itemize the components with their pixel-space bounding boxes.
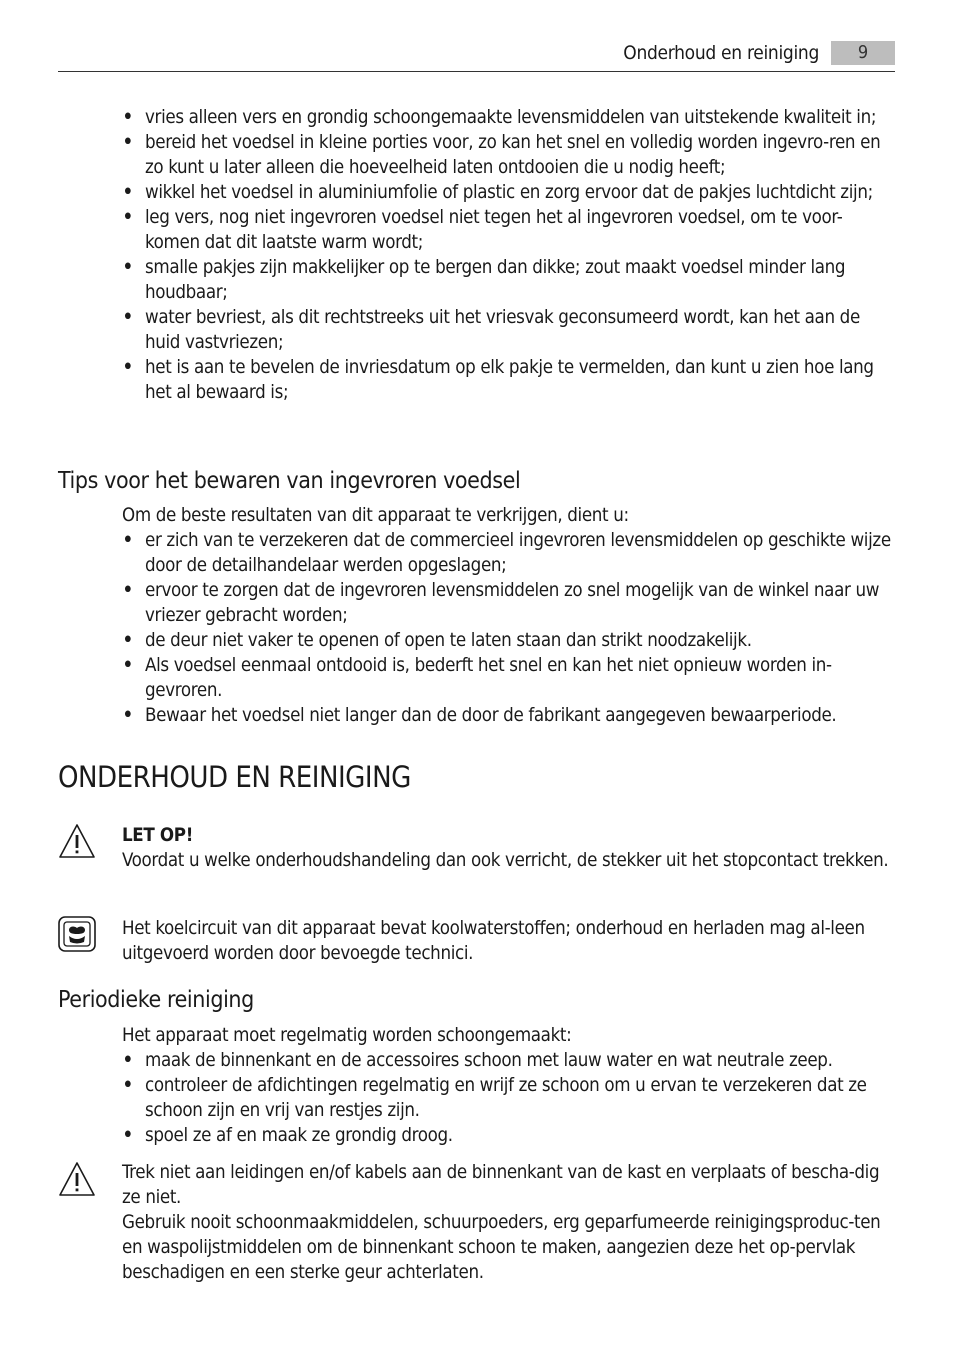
warning-block <box>122 823 897 873</box>
list-item: • Bewaar het voedsel niet langer dan de door de fabrikant aangegeven bewaarperiode. <box>122 703 897 728</box>
page-header <box>58 40 895 72</box>
periodic-heading: Periodieke reiniging <box>58 987 254 1013</box>
list-item: • ervoor te zorgen dat de ingevroren levensmiddelen zo snel mogelijk van de winkel naar uw vriezer gebracht worden; <box>122 578 897 628</box>
environment-text: Het koelcircuit van dit apparaat bevat koolwaterstoffen; onderhoud en herladen mag al-leen uitgevoerd worden door bevoegde technici. <box>122 918 865 964</box>
list-item: • de deur niet vaker te openen of open te laten staan dan strikt noodzakelijk. <box>122 628 897 653</box>
tips-section <box>122 503 897 728</box>
warning-text: Voordat u welke onderhoudshandeling dan ook verricht, de stekker uit het stopcontact trekken. <box>122 850 889 871</box>
list-item: • het is aan te bevelen de invriesdatum op elk pakje te vermelden, dan kunt u zien hoe lang het al bewaard is; <box>122 355 897 405</box>
list-item: • leg vers, nog niet ingevroren voedsel niet tegen het al ingevroren voedsel, om te voor-komen dat dit laatste warm wordt; <box>122 205 897 255</box>
warning-label: LET OP! <box>122 825 193 846</box>
list-item: • bereid het voedsel in kleine porties voor, zo kan het snel en volledig worden ingevro-ren en zo kunt u later alleen die hoeveelheid laten ontdooien die u nodig heeft; <box>122 130 897 180</box>
header-title: Onderhoud en reiniging <box>623 42 819 64</box>
warning-block-2 <box>122 1160 897 1285</box>
list-item: • spoel ze af en maak ze grondig droog. <box>122 1123 897 1148</box>
warning-text: Trek niet aan leidingen en/of kabels aan de binnenkant van de kast en verplaats of bescha-dig ze niet. <box>122 1162 880 1208</box>
tips-heading: Tips voor het bewaren van ingevroren voedsel <box>58 468 521 494</box>
tips-intro: Om de beste resultaten van dit apparaat te verkrijgen, dient u: <box>122 505 629 526</box>
environment-icon <box>58 916 96 952</box>
warning-icon <box>58 1161 96 1197</box>
list-item: • wikkel het voedsel in aluminiumfolie of plastic en zorg ervoor dat de pakjes luchtdicht zijn; <box>122 180 897 205</box>
periodic-section <box>122 1023 897 1148</box>
list-item: • maak de binnenkant en de accessoires schoon met lauw water en wat neutrale zeep. <box>122 1048 897 1073</box>
list-item: • Als voedsel eenmaal ontdooid is, bederft het snel en kan het niet opnieuw worden in-gevroren. <box>122 653 897 703</box>
section-title: ONDERHOUD EN REINIGING <box>58 760 411 794</box>
list-item: • er zich van te verzekeren dat de commercieel ingevroren levensmiddelen op geschikte wijze door de detailhandelaar werden opgeslagen; <box>122 528 897 578</box>
list-item: • water bevriest, als dit rechtstreeks uit het vriesvak geconsumeerd wordt, kan het aan de huid vastvriezen; <box>122 305 897 355</box>
list-item: • smalle pakjes zijn makkelijker op te bergen dan dikke; zout maakt voedsel minder lang houdbaar; <box>122 255 897 305</box>
environment-block <box>122 916 897 966</box>
warning-text: Gebruik nooit schoonmaakmiddelen, schuurpoeders, erg geparfumeerde reinigingsproduc-ten en waspolijstmiddelen om de binnenkant schoon te maken, aangezien deze het op-pervlak beschadigen en een sterke geur achterlaten. <box>122 1212 881 1283</box>
list-item: • controleer de afdichtingen regelmatig en wrijf ze schoon om u ervan te verzekeren dat ze schoon zijn en vrij van restjes zijn. <box>122 1073 897 1123</box>
intro-bullets <box>122 105 897 405</box>
page-number: 9 <box>831 41 895 65</box>
warning-icon <box>58 823 96 859</box>
periodic-intro: Het apparaat moet regelmatig worden schoongemaakt: <box>122 1025 572 1046</box>
list-item: • vries alleen vers en grondig schoongemaakte levensmiddelen van uitstekende kwaliteit in; <box>122 105 897 130</box>
